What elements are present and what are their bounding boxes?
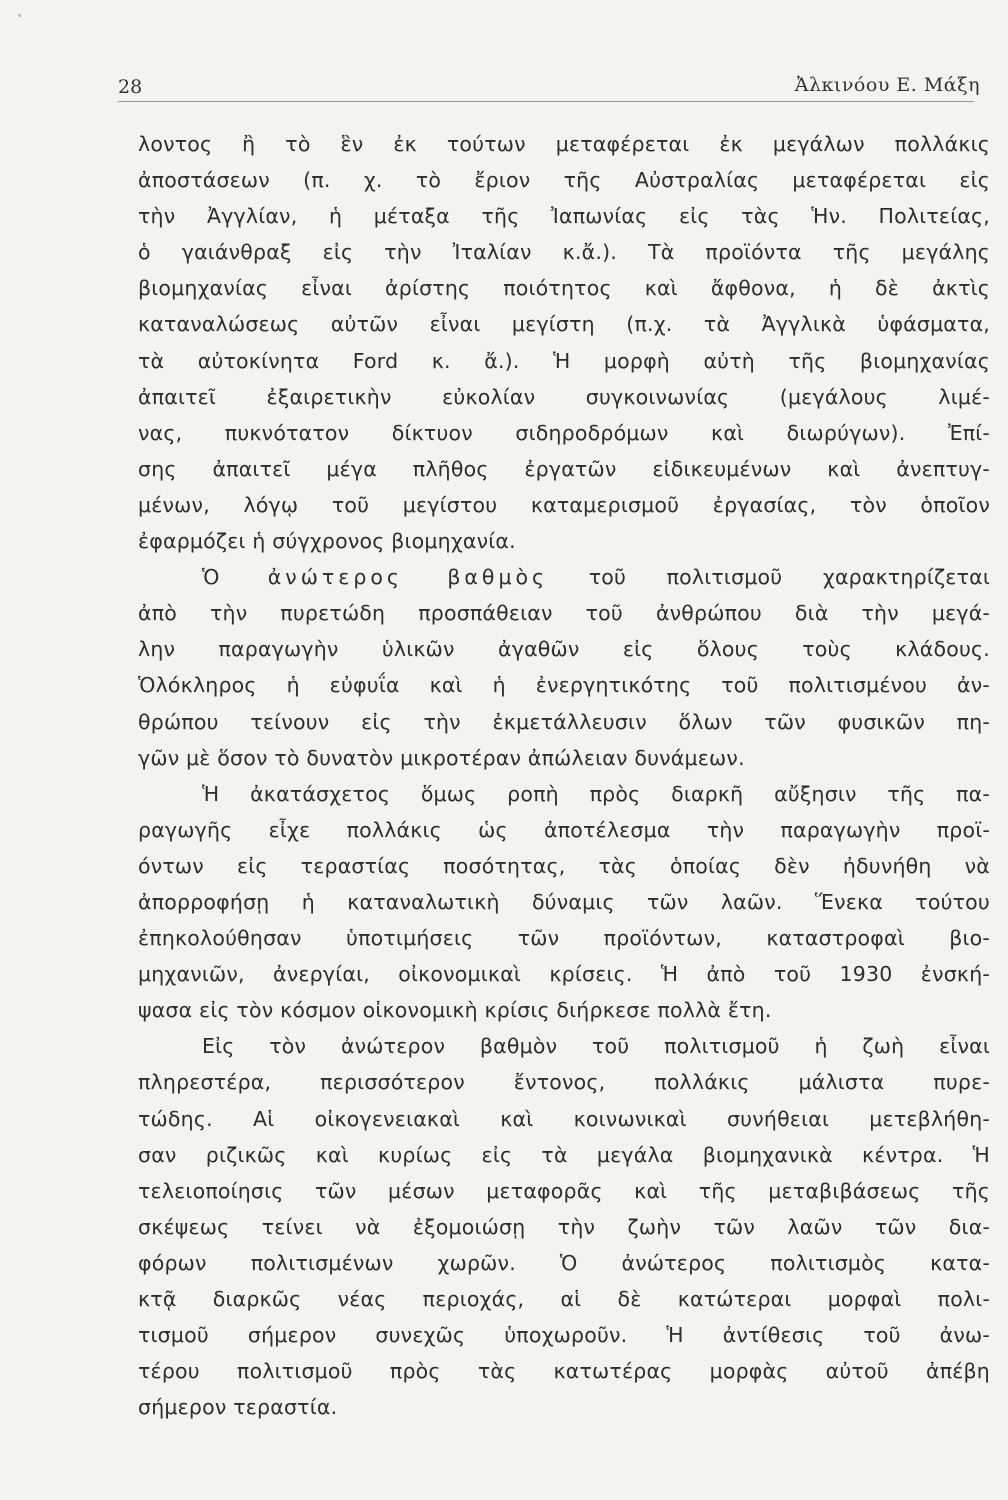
emphasized-phrase: Ὁ ἀνώτερος βαθμὸς [202, 565, 549, 590]
running-head: Ἀλκινόου Ε. Μάξη [794, 74, 980, 96]
text-line: ὁ γαιάνθραξ εἰς τὴν Ἰταλίαν κ.ἄ.). Τὰ προϊόντα τῆς μεγάλης [138, 240, 990, 265]
text-line: τὴν Ἀγγλίαν, ἡ μέταξα τῆς Ἰαπωνίας εἰς τὰς Ἡν. Πολιτείας, [138, 204, 990, 229]
text-line: τελειοποίησις τῶν μέσων μεταφορᾶς καὶ τῆς μεταβιβάσεως τῆς [138, 1178, 990, 1203]
text-line: τὰ αὐτοκίνητα Ford κ. ἄ.). Ἡ μορφὴ αὐτὴ τῆς βιομηχανίας [138, 348, 990, 373]
text-line: όντων εἰς τεραστίας ποσότητας, τὰς ὁποίας δὲν ἠδυνήθη νὰ [138, 853, 990, 878]
header-rule [118, 101, 974, 102]
page-header [118, 70, 990, 104]
text-line: νας, πυκνότατον δίκτυον σιδηροδρόμων καὶ διωρύγων). Ἐπί- [138, 420, 990, 445]
text-line: ἐπηκολούθησαν ὑποτιμήσεις τῶν προϊόντων, καταστροφαὶ βιο- [138, 926, 990, 951]
text-line: τισμοῦ σήμερον συνεχῶς ὑποχωροῦν. Ἡ ἀντίθεσις τοῦ ἀνω- [138, 1323, 990, 1348]
text-line: μηχανιῶν, ἀνεργίαι, οἰκονομικαὶ κρίσεις. Ἡ ἀπὸ τοῦ 1930 ἐνσκή- [138, 962, 990, 987]
text-line: καταναλώσεως αὐτῶν εἶναι μεγίστη (π.χ. τὰ Ἀγγλικὰ ὑφάσματα, [138, 312, 990, 337]
text-line: λην παραγωγὴν ὑλικῶν ἀγαθῶν εἰς ὅλους τοὺς κλάδους. [138, 637, 990, 662]
text-line: σκέψεως τείνει νὰ ἐξομοιώσῃ τὴν ζωὴν τῶν λαῶν τῶν δια- [138, 1214, 990, 1239]
text-line: σης ἀπαιτεῖ μέγα πλῆθος ἐργατῶν εἰδικευμένων καὶ ἀνεπτυγ- [138, 456, 990, 481]
body-text [138, 126, 990, 1425]
text-line: ἀπαιτεῖ ἐξαιρετικὴν εὐκολίαν συγκοινωνίας (μεγάλους λιμέ- [138, 384, 990, 409]
page-number: 28 [118, 76, 143, 98]
text-line: σήμερον τεραστία. [138, 1395, 338, 1420]
text-line: λοντος ἢ τὸ ἓν ἐκ τούτων μεταφέρεται ἐκ μεγάλων πολλάκις [138, 132, 990, 156]
text-line: ἀπορροφήσῃ ἡ καταναλωτικὴ δύναμις τῶν λαῶν. Ἕνεκα τούτου [138, 889, 990, 914]
text-line: πληρεστέρα, περισσότερον ἔντονος, πολλάκις μάλιστα πυρε- [138, 1070, 990, 1095]
text-line: ἐφαρμόζει ἡ σύγχρονος βιομηχανία. [138, 529, 516, 554]
text-line: ἀποστάσεων (π. χ. τὸ ἔριον τῆς Αὐστραλίας μεταφέρεται εἰς [138, 168, 990, 193]
text-line: Εἰς τὸν ἀνώτερον βαθμὸν τοῦ πολιτισμοῦ ἡ ζωὴ εἶναι [202, 1034, 990, 1059]
text-line: κτᾷ διαρκῶς νέας περιοχάς, αἱ δὲ κατώτεραι μορφαὶ πολι- [138, 1287, 990, 1311]
text-line: βιομηχανίας εἶναι ἀρίστης ποιότητος καὶ ἄφθονα, ἡ δὲ ἀκτὶς [138, 276, 990, 301]
text-line: ραγωγῆς εἶχε πολλάκις ὡς ἀποτέλεσμα τὴν παραγωγὴν προϊ- [138, 817, 990, 842]
text-line: Ἡ ἀκατάσχετος ὅμως ροπὴ πρὸς διαρκῆ αὔξησιν τῆς πα- [202, 781, 990, 806]
text-line: ἀπὸ τὴν πυρετώδη προσπάθειαν τοῦ ἀνθρώπου διὰ τὴν μεγά- [138, 601, 990, 626]
text-line: θρώπου τείνουν εἰς τὴν ἐκμετάλλευσιν ὅλων τῶν φυσικῶν πη- [138, 709, 990, 734]
text-line: τώδης. Αἱ οἰκογενειακαὶ καὶ κοινωνικαὶ συνήθειαι μετεβλήθη- [138, 1106, 990, 1131]
text-line: μένων, λόγῳ τοῦ μεγίστου καταμερισμοῦ ἐργασίας, τὸν ὁποῖον [138, 492, 990, 517]
text-line: τέρου πολιτισμοῦ πρὸς τὰς κατωτέρας μορφὰς αὐτοῦ ἀπέβη [138, 1359, 990, 1384]
text-line: Ὁ ἀνώτερος βαθμὸς τοῦ πολιτισμοῦ χαρακτηρίζεται [202, 565, 990, 590]
text-line: ψασα εἰς τὸν κόσμον οἰκονομικὴ κρίσις διήρκεσε πολλὰ ἔτη. [138, 998, 772, 1023]
text-line: Ὁλόκληρος ἡ εὐφυΐα καὶ ἡ ἐνεργητικότης τοῦ πολιτισμένου ἀν- [138, 673, 990, 698]
page-speck [18, 14, 21, 17]
text-line: φόρων πολιτισμένων χωρῶν. Ὁ ἀνώτερος πολιτισμὸς κατα- [138, 1250, 990, 1275]
text-line: σαν ριζικῶς καὶ κυρίως εἰς τὰ μεγάλα βιομηχανικὰ κέντρα. Ἡ [138, 1142, 990, 1167]
text-line: γῶν μὲ ὅσον τὸ δυνατὸν μικροτέραν ἀπώλειαν δυνάμεων. [138, 745, 745, 770]
